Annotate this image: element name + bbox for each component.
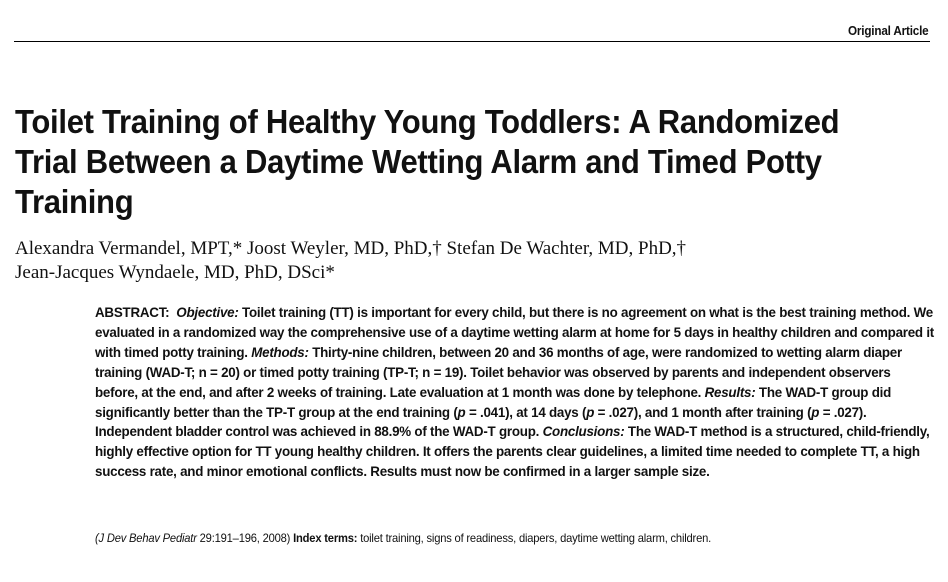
journal-citation: [95, 531, 215, 545]
p-value-symbol: p: [586, 403, 595, 420]
article-title: Toilet Training of Healthy Young Toddlers: A Randomized Trial Between a Daytime Wetting Alarm and Timed Potty Training: [15, 103, 840, 220]
author-line: Jean-Jacques Wyndaele, MD, PhD, DSci*: [15, 262, 335, 283]
objective-label: Objective:: [176, 304, 239, 320]
author-list: [15, 237, 935, 285]
p-value-symbol: p: [811, 403, 820, 420]
results-text: = .027). Independent bladder control was achieved in 88.9% of the WAD-T group.: [95, 403, 867, 440]
section-label: Original Article: [848, 23, 929, 38]
index-terms-label: Index terms:: [293, 531, 358, 545]
results-text: = .027), and 1 month after training (: [594, 403, 812, 420]
index-terms: toilet training, signs of readiness, diapers, daytime wetting alarm, children.: [360, 531, 712, 545]
abstract-label: ABSTRACT:: [95, 304, 170, 320]
objective-text: Toilet training (TT) is important for every child, but there is no agreement on what is the best training method. We evaluated in a randomized way the comprehensive use of a daytime wetting alarm at home for 5 days in healthy children and compared it with timed potty training.: [95, 304, 935, 360]
citation-journal: (J Dev Behav Pediatr: [95, 531, 200, 545]
methods-label: Methods:: [251, 343, 309, 360]
results-text: The WAD-T group did significantly better than the TP-T group at the end training (: [95, 383, 892, 420]
author-line: Alexandra Vermandel, MPT,* Joost Weyler, MD, PhD,† Stefan De Wachter, MD, PhD,†: [15, 238, 687, 259]
citation-volume: 29:: [199, 531, 215, 545]
results-text: = .041), at 14 days (: [465, 403, 587, 420]
header-rule: [14, 41, 930, 42]
abstract: [95, 303, 935, 482]
conclusions-label: Conclusions:: [542, 423, 625, 440]
p-value-symbol: p: [457, 403, 466, 420]
conclusions-text: The WAD-T method is a structured, child-friendly, highly effective option for TT young healthy children. It offers the parents clear guidelines, a limited time needed to complete TT, a high success rate, and minor emotional conflicts. Results must now be confirmed in a larger sample size.: [95, 423, 930, 480]
citation-pages: 191–196, 2008): [214, 531, 291, 545]
methods-text: Thirty-nine children, between 20 and 36 months of age, were randomized to wetting alarm diaper training (WAD-T; n = 20) or timed potty training (TP-T; n = 19). Toilet behavior was observed by parents and independent observers before, at the end, and after 2 weeks of training. Late evaluation at 1 month was done by telephone.: [95, 343, 902, 400]
citation-line: [95, 530, 913, 546]
results-label: Results:: [704, 383, 756, 400]
